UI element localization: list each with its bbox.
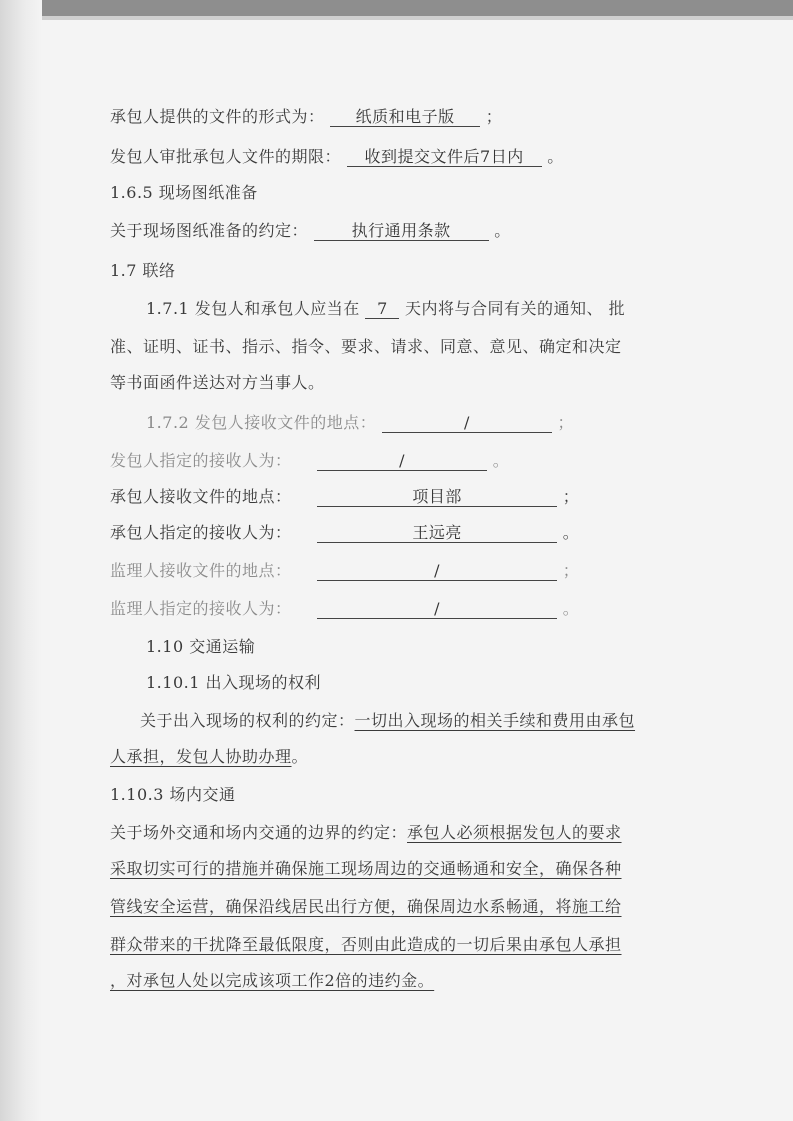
employer-recipient-end: 。 [492,451,510,470]
supervisor-recipient-value: / [317,600,557,619]
site-access-line [140,708,635,731]
employer-address-value: / [382,414,552,433]
drawing-prep-end: 。 [494,221,511,240]
doc-format-line [110,104,502,127]
supervisor-recipient-end: 。 [562,599,580,618]
drawing-prep-line [110,218,511,241]
employer-recipient-line [110,448,509,471]
section-1-10-1-heading [146,670,321,693]
employer-recipient-label: 发包人指定的接收人为： [110,451,292,470]
section-1-10-heading [146,634,255,657]
employer-address-label: 1.7.2 发包人接收文件的地点： [146,413,377,432]
traffic-boundary-cont-3 [110,932,622,955]
section-1-7-title: 1.7 联络 [110,261,176,280]
employer-address-end: ； [557,413,575,432]
clause-1-7-1-text-1: 准、证明、证书、指示、指令、要求、请求、同意、意见、确定和决定 [110,337,622,356]
site-access-end: 。 [291,747,309,766]
site-access-value-cont: 人承担，发包人协助办理 [110,747,292,766]
contractor-address-label: 承包人接收文件的地点： [110,487,292,506]
contractor-recipient-value: 王远亮 [317,524,557,543]
review-period-value: 收到提交文件后7日内 [347,148,542,167]
drawing-prep-value: 执行通用条款 [314,222,489,241]
clause-1-7-1-label: 1.7.1 发包人和承包人应当在 [146,299,360,318]
employer-address-line [146,410,574,433]
traffic-boundary-cont-2 [110,894,622,917]
traffic-boundary-cont-4 [110,968,434,991]
contractor-address-line [110,484,579,507]
scan-top-edge [0,0,793,16]
section-1-10-3-heading [110,782,235,805]
clause-1-7-1-text-2: 等书面函件送达对方当事人。 [110,373,325,392]
contractor-recipient-end: 。 [562,523,580,542]
drawing-prep-label: 关于现场图纸准备的约定： [110,221,309,240]
employer-recipient-value: / [317,452,487,471]
doc-format-end: ； [485,107,503,126]
section-1-10-3-title: 1.10.3 场内交通 [110,785,236,804]
section-1-10-title: 1.10 交通运输 [146,637,256,656]
scan-top-shadow [0,16,793,20]
scan-left-edge [0,0,42,1121]
section-1-10-1-title: 1.10.1 出入现场的权利 [146,673,321,692]
traffic-boundary-text-4: ，对承包人处以完成该项工作2倍的违约金。 [110,971,435,990]
review-period-label: 发包人审批承包人文件的期限： [110,147,342,166]
section-1-6-5-heading [110,180,258,203]
supervisor-address-label: 监理人接收文件的地点： [110,561,292,580]
supervisor-address-end: ； [562,561,580,580]
supervisor-address-line [110,558,579,581]
review-period-line [110,144,564,167]
supervisor-address-value: / [317,562,557,581]
site-access-label: 关于出入现场的权利的约定： [140,711,355,730]
section-1-6-5-title: 1.6.5 现场图纸准备 [110,183,258,202]
section-1-7-heading [110,258,176,281]
traffic-boundary-text-1: 采取切实可行的措施并确保施工现场周边的交通畅通和安全，确保各种 [110,859,622,878]
traffic-boundary-line [110,820,622,843]
review-period-end: 。 [547,147,564,166]
clause-1-7-1-cont-1 [110,334,622,357]
site-access-value: 一切出入现场的相关手续和费用由承包 [354,711,636,730]
doc-format-label: 承包人提供的文件的形式为： [110,107,325,126]
traffic-boundary-label: 关于场外交通和场内交通的边界的约定： [110,823,408,842]
contractor-address-value: 项目部 [317,488,557,507]
clause-1-7-1-rest: 天内将与合同有关的通知、 批 [405,299,626,318]
traffic-boundary-text-3: 群众带来的干扰降至最低限度，否则由此造成的一切后果由承包人承担 [110,935,622,954]
site-access-cont [110,744,308,767]
supervisor-recipient-label: 监理人指定的接收人为： [110,599,292,618]
traffic-boundary-cont-1 [110,856,622,879]
clause-1-7-1-cont-2 [110,370,325,393]
contractor-recipient-line [110,520,579,543]
contractor-recipient-label: 承包人指定的接收人为： [110,523,292,542]
traffic-boundary-text-2: 管线安全运营，确保沿线居民出行方便，确保周边水系畅通，将施工给 [110,897,622,916]
clause-1-7-1-days: 7 [365,300,399,319]
clause-1-7-1-line [146,296,625,319]
supervisor-recipient-line [110,596,579,619]
contractor-address-end: ； [562,487,580,506]
traffic-boundary-value: 承包人必须根据发包人的要求 [407,823,622,842]
doc-format-value: 纸质和电子版 [330,108,480,127]
